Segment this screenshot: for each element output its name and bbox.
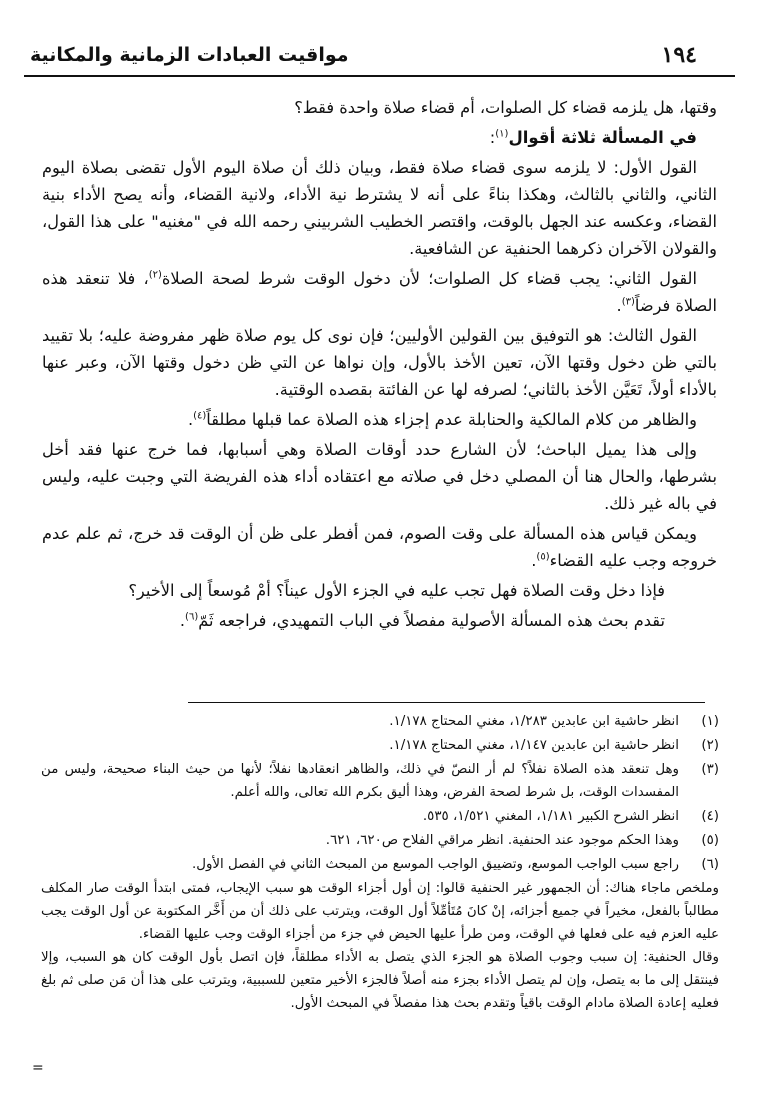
footnote-number: (١) bbox=[701, 714, 719, 729]
footnote-text: راجع سبب الواجب الموسع، وتضييق الواجب الموسع من المبحث الثاني في الفصل الأول. bbox=[191, 857, 679, 872]
footnote-text: انظر الشرح الكبير ١/١٨١، المغني ١/٥٢١، ٥٣٥. bbox=[422, 809, 679, 824]
footnote-ref-3[interactable]: (٣) bbox=[621, 296, 635, 308]
paragraph-maliki-hanbali bbox=[42, 406, 717, 433]
fasting-text: ويمكن قياس هذه المسألة على وقت الصوم، فمن أفطر على ظن أن الوقت قد خرج، ثم علم عدم خروجه وجب عليه القضاء bbox=[42, 524, 717, 570]
footnote-continuation-mark: = bbox=[32, 1060, 44, 1076]
footnote-6-summary-majority: وملخص ماجاء هناك: أن الجمهور غير الحنفية قالوا: إن أول أجزاء الوقت هو سبب الإيجاب، فمتى ابتدأ الوقت صار المكلف مطالباً بالفعل، مخيراً في جميع أجزائه، إنْ كانَ مُتَأمِّلاً أول الوقت، ويترتب على ذلك أن من أَخَّر المكتوبة عن أول الوقت يجب عليه العزم فيه على فعلها في الوقت، ومن طرأ عليها الحيض في جزء من أجزاء الوقت وجب عليها القضاء. bbox=[41, 881, 719, 942]
cross-reference-end: . bbox=[179, 611, 186, 630]
footnote-ref-1[interactable]: (١) bbox=[495, 128, 509, 140]
footnote-number: (٦) bbox=[701, 857, 719, 872]
second-opinion-text-b: ، فلا تنعقد هذه الصلاة فرضاً bbox=[42, 269, 717, 315]
second-opinion-text-c: . bbox=[616, 296, 622, 315]
footnote-ref-2[interactable]: (٢) bbox=[148, 269, 162, 281]
footnote-ref-5[interactable]: (٥) bbox=[536, 551, 550, 563]
footnote-number: (٥) bbox=[701, 833, 719, 848]
paragraph-researcher-view: وإلى هذا يميل الباحث؛ لأن الشارع حدد أوقات الصلاة وهي أسبابها، فما خرج عنها فقد أخل بشرطها، والحال هنا أن المصلي دخل في صلاته مع اعتقاده أداء هذه الفريضة التي وجبت عليه، وليس في باله غير ذلك. bbox=[42, 440, 717, 513]
footnote-text: انظر حاشية ابن عابدين ١/٢٨٣، مغني المحتاج ١/١٧٨. bbox=[389, 714, 679, 729]
footnote-text: وهذا الحكم موجود عند الحنفية. انظر مراقي الفلاح ص٦٢٠، ٦٢١. bbox=[325, 833, 679, 848]
fasting-text-end: . bbox=[531, 551, 537, 570]
footnote-number: (٤) bbox=[701, 809, 719, 824]
footnote-number: (٢) bbox=[701, 738, 719, 753]
footnote-6-summary-hanafi: وقال الحنفية: إن سبب وجوب الصلاة هو الجزء الذي يتصل به الأداء مطلقاً، فإن اتصل بأول الوقت كان هو السبب، وإلا فينتقل إلى ما به يتصل، وإن لم يتصل الأداء بجزء منه أصلاً فالجزء الأخير متعين للسببية، ويترتب على هذا أن مَن صلى ثم بلغ فعليه إعادة الصلاة مادام الوقت باقياً وتقدم بحث هذا مفصلاً في المبحث الأول. bbox=[41, 950, 719, 1011]
footnote-text: وهل تنعقد هذه الصلاة نفلاً؟ لم أر النصّ في ذلك، والظاهر انعقادها نفلاً؛ لأنها من حيث البناء صحيحة، وليس من المفسدات الوقت، بل شرط لصحة الفرض، وهذا أليق بكرم الله تعالى، والله أعلم. bbox=[41, 762, 679, 800]
heading-text: في المسألة ثلاثة أقوال bbox=[508, 128, 697, 147]
footnote-3 bbox=[41, 758, 719, 804]
footnote-6 bbox=[41, 853, 719, 876]
page-header bbox=[24, 36, 735, 74]
footnote-1 bbox=[41, 710, 719, 733]
footnote-ref-4[interactable]: (٤) bbox=[193, 410, 207, 422]
footnote-number: (٣) bbox=[701, 762, 719, 777]
footnote-5 bbox=[41, 829, 719, 852]
footnote-4 bbox=[41, 805, 719, 828]
heading-colon: : bbox=[489, 128, 496, 147]
maliki-text-end: . bbox=[187, 410, 194, 429]
footnote-2 bbox=[41, 734, 719, 757]
section-heading bbox=[42, 124, 717, 151]
paragraph-fasting-analogy bbox=[42, 520, 717, 574]
footnotes bbox=[41, 710, 719, 1015]
page-number: ١٩٤ bbox=[661, 42, 697, 68]
footnote-separator bbox=[188, 702, 705, 703]
footnote-text: انظر حاشية ابن عابدين ١/١٤٧، مغني المحتاج ١/١٧٨. bbox=[389, 738, 679, 753]
second-opinion-text-a: القول الثاني: يجب قضاء كل الصلوات؛ لأن دخول الوقت شرط لصحة الصلاة bbox=[161, 269, 697, 288]
paragraph-third-opinion: القول الثالث: هو التوفيق بين القولين الأوليين؛ فإن نوى كل يوم صلاة ظهر مفروضة عليه؛ بلا تقييد بالتي ظن دخول وقتها الآن، تعين الأخذ بالأول، وإن نواها عن التي ظن دخول وقتها الآن، وعبر عنها بالأداء أولاً، تَعَيَّن الأخذ بالثاني؛ لصرفه لها عن الفائتة بقصده الوقتية. bbox=[42, 326, 717, 399]
footnote-ref-6[interactable]: (٦) bbox=[185, 611, 199, 623]
paragraph-cross-reference bbox=[42, 607, 717, 634]
paragraph-first-opinion: القول الأول: لا يلزمه سوى قضاء صلاة فقط، وبيان ذلك أن صلاة اليوم الأول تقضى بصلاة اليوم الثاني، والثاني بالثالث، وهكذا بناءً على أنه لا يشترط نية الأداء، ولانية القضاء، وأنه يصح الأداء بنية القضاء، وعكسه عند الجهل بالوقت، واقتصر الخطيب الشربيني رحمه الله في "مغنيه" على هذا القول، والقولان الآخران ذكرهما الحنفية عن الشافعية. bbox=[42, 158, 717, 258]
header-rule bbox=[24, 75, 735, 77]
main-text bbox=[42, 94, 717, 637]
paragraph-second-opinion bbox=[42, 265, 717, 319]
paragraph-new-question: فإذا دخل وقت الصلاة فهل تجب عليه في الجزء الأول عيناً؟ أمْ مُوسعاً إلى الأخير؟ bbox=[128, 581, 665, 600]
running-title: مواقيت العبادات الزمانية والمكانية bbox=[30, 44, 349, 66]
cross-reference-text: تقدم بحث هذه المسألة الأصولية مفصلاً في الباب التمهيدي، فراجعه ثَمّ bbox=[198, 611, 665, 630]
paragraph-question: وقتها، هل يلزمه قضاء كل الصلوات، أم قضاء صلاة واحدة فقط؟ bbox=[294, 98, 717, 117]
maliki-text: والظاهر من كلام المالكية والحنابلة عدم إجزاء هذه الصلاة عما قبلها مطلقاً bbox=[206, 410, 697, 429]
